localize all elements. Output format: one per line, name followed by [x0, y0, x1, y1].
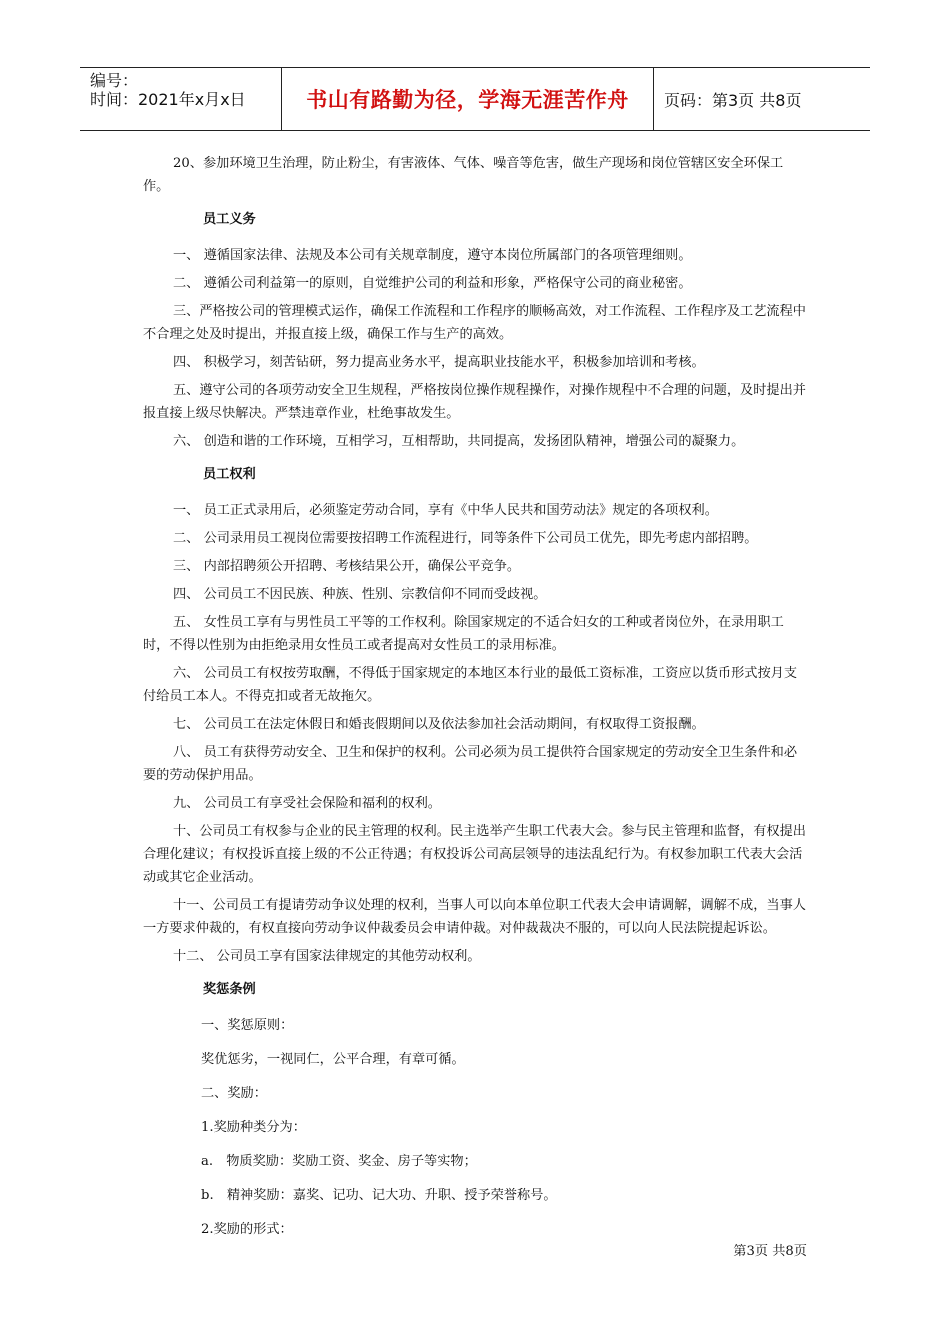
paragraph: 五、 女性员工享有与男性员工平等的工作权利。除国家规定的不适合妇女的工种或者岗位外，在录用职工时，不得以性别为由拒绝录用女性员工或者提高对女性员工的录用标准。	[143, 615, 784, 653]
header-page-number: 页码：第3页 共8页	[664, 90, 802, 110]
section-heading-rewards: 奖惩条例	[203, 982, 256, 997]
paragraph: 一、奖惩原则：	[201, 1018, 294, 1033]
paragraph: 二、奖励：	[201, 1086, 267, 1101]
paragraph: 十、公司员工有权参与企业的民主管理的权利。民主选举产生职工代表大会。参与民主管理和监督，有权提出合理化建议；有权投诉直接上级的不公正待遇；有权投诉公司高层领导的违法乱纪行为。有权参加职工代表大会活动或其它企业活动。	[143, 824, 806, 885]
document-body	[143, 152, 807, 1252]
paragraph: 五、遵守公司的各项劳动安全卫生规程，严格按岗位操作规程操作，对操作规程中不合理的问题，及时提出并报直接上级尽快解决。严禁违章作业，杜绝事故发生。	[143, 383, 806, 421]
paragraph: 十一、公司员工有提请劳动争议处理的权利，当事人可以向本单位职工代表大会申请调解，调解不成，当事人一方要求仲裁的，有权直接向劳动争议仲裁委员会申请仲裁。对仲裁裁决不服的，可以向人民法院提起诉讼。	[143, 898, 806, 936]
doc-number-label: 编号：	[90, 71, 139, 90]
paragraph: 四、 公司员工不因民族、种族、性别、宗教信仰不同而受歧视。	[173, 587, 547, 602]
paragraph: 奖优惩劣，一视同仁，公平合理，有章可循。	[201, 1052, 465, 1067]
paragraph: 1.奖励种类分为：	[201, 1120, 306, 1135]
paragraph: 二、 公司录用员工视岗位需要按招聘工作流程进行，同等条件下公司员工优先，即先考虑内部招聘。	[173, 531, 758, 546]
paragraph: 十二、 公司员工享有国家法律规定的其他劳动权利。	[173, 949, 481, 964]
paragraph: 三、严格按公司的管理模式运作，确保工作流程和工作程序的顺畅高效，对工作流程、工作程序及工艺流程中不合理之处及时提出，并报直接上级，确保工作与生产的高效。	[143, 304, 806, 342]
header-meta	[80, 68, 282, 130]
paragraph: 七、 公司员工在法定休假日和婚丧假期间以及依法参加社会活动期间，有权取得工资报酬。	[173, 717, 705, 732]
header-motto: 书山有路勤为径，学海无涯苦作舟	[282, 68, 654, 130]
paragraph: 20、参加环境卫生治理，防止粉尘，有害液体、气体、噪音等危害，做生产现场和岗位管辖区安全环保工作。	[143, 156, 784, 194]
section-heading-duties: 员工义务	[203, 212, 256, 227]
paragraph: 一、 遵循国家法律、法规及本公司有关规章制度，遵守本岗位所属部门的各项管理细则。	[173, 248, 692, 263]
paragraph: 九、 公司员工有享受社会保险和福利的权利。	[173, 796, 441, 811]
page-footer-number: 第3页 共8页	[733, 1244, 807, 1259]
paragraph: 六、 公司员工有权按劳取酬，不得低于国家规定的本地区本行业的最低工资标准，工资应以货币形式按月支付给员工本人。不得克扣或者无故拖欠。	[143, 666, 798, 704]
page-header	[80, 67, 870, 131]
paragraph: a. 物质奖励：奖励工资、奖金、房子等实物；	[201, 1154, 477, 1169]
paragraph: 四、 积极学习，刻苦钻研，努力提高业务水平，提高职业技能水平，积极参加培训和考核。	[173, 355, 705, 370]
paragraph: 六、 创造和谐的工作环境，互相学习，互相帮助，共同提高，发扬团队精神，增强公司的凝聚力。	[173, 434, 745, 449]
paragraph: 一、 员工正式录用后，必须鉴定劳动合同，享有《中华人民共和国劳动法》规定的各项权利。	[173, 503, 718, 518]
paragraph: 八、 员工有获得劳动安全、卫生和保护的权利。公司必须为员工提供符合国家规定的劳动安全卫生条件和必要的劳动保护用品。	[143, 745, 798, 783]
doc-date: 时间：2021年x月x日	[90, 90, 246, 109]
paragraph: 二、 遵循公司利益第一的原则，自觉维护公司的利益和形象，严格保守公司的商业秘密。	[173, 276, 692, 291]
paragraph: 三、 内部招聘须公开招聘、考核结果公开，确保公平竞争。	[173, 559, 521, 574]
paragraph: b. 精神奖励：嘉奖、记功、记大功、升职、授予荣誉称号。	[201, 1188, 557, 1203]
paragraph: 2.奖励的形式：	[201, 1222, 293, 1237]
section-heading-rights: 员工权利	[203, 467, 256, 482]
